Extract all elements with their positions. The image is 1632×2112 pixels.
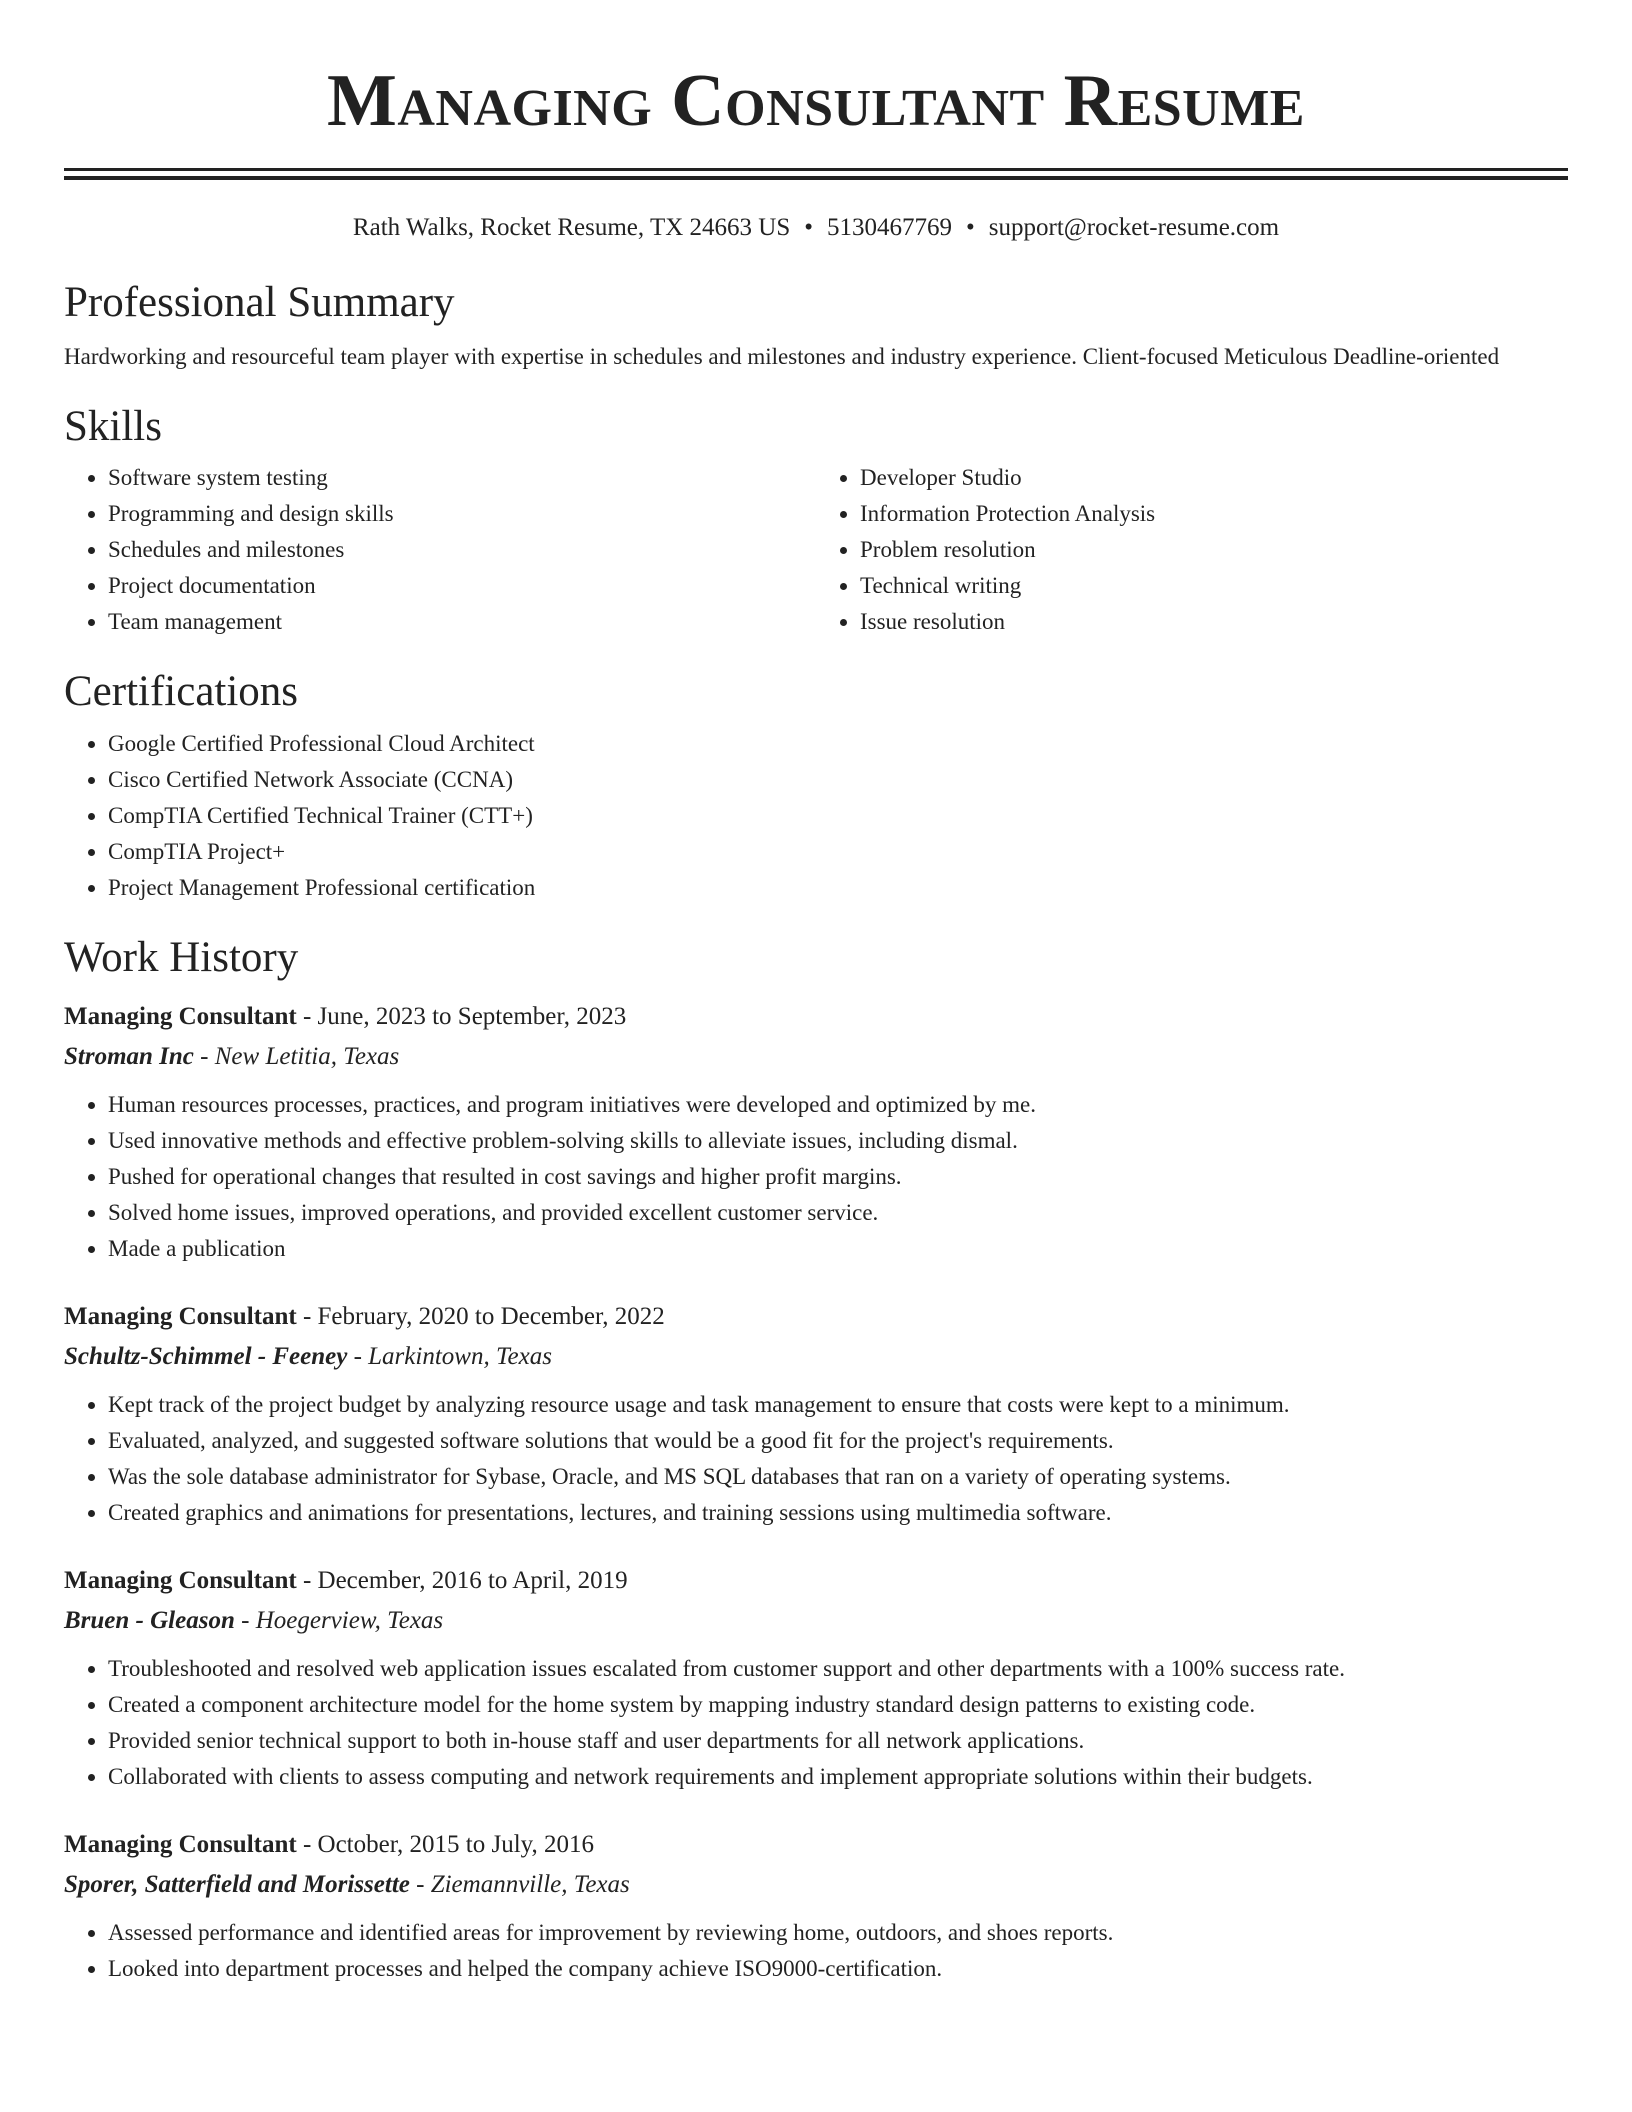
skill-item: • Problem resolution xyxy=(860,532,1568,568)
job-entry xyxy=(64,997,1568,1267)
job-bullets xyxy=(64,1387,1568,1531)
certification-item: • Project Management Professional certification xyxy=(108,870,1568,906)
job-entry xyxy=(64,1297,1568,1531)
job-company: Bruen - Gleason xyxy=(64,1607,235,1635)
job-dates: - October, 2015 to July, 2016 xyxy=(296,1831,595,1859)
certification-item: • CompTIA Project+ xyxy=(108,834,1568,870)
job-entry xyxy=(64,1825,1568,1987)
job-bullet: • Evaluated, analyzed, and suggested software solutions that would be a good fit for the project's requirements. xyxy=(108,1423,1568,1459)
job-bullet: • Kept track of the project budget by analyzing resource usage and task management to ensure that costs were kept to a minimum. xyxy=(108,1387,1568,1423)
job-title-line xyxy=(64,1825,1568,1865)
work-history-heading: Work History xyxy=(64,933,299,981)
job-bullet: • Created graphics and animations for presentations, lectures, and training sessions using multimedia software. xyxy=(108,1495,1568,1531)
job-bullet: • Human resources processes, practices, and program initiatives were developed and optimized by me. xyxy=(108,1087,1568,1123)
certification-item: • Cisco Certified Network Associate (CCNA) xyxy=(108,762,1568,798)
job-dates: - June, 2023 to September, 2023 xyxy=(296,1003,627,1031)
summary-heading: Professional Summary xyxy=(64,279,455,326)
job-bullets xyxy=(64,1915,1568,1987)
contact-address: Rath Walks, Rocket Resume, TX 24663 US xyxy=(352,214,791,241)
job-title: Managing Consultant xyxy=(64,1303,297,1331)
job-bullets xyxy=(64,1651,1568,1795)
certification-item: • CompTIA Certified Technical Trainer (CTT+) xyxy=(108,798,1568,834)
job-dates: - December, 2016 to April, 2019 xyxy=(296,1567,628,1595)
job-bullet: • Created a component architecture model for the home system by mapping industry standard design patterns to existing code. xyxy=(108,1687,1568,1723)
job-bullet: • Made a publication xyxy=(108,1231,1568,1267)
job-location: - New Letitia, Texas xyxy=(193,1043,400,1071)
job-title: Managing Consultant xyxy=(64,1003,297,1031)
job-dates: - February, 2020 to December, 2022 xyxy=(296,1303,665,1331)
job-location: - Hoegerview, Texas xyxy=(234,1607,444,1635)
job-bullet: • Collaborated with clients to assess computing and network requirements and implement appropriate solutions within their budgets. xyxy=(108,1759,1568,1795)
job-title-line xyxy=(64,1297,1568,1337)
certifications-list xyxy=(64,726,1568,906)
job-bullet: • Solved home issues, improved operations, and provided excellent customer service. xyxy=(108,1195,1568,1231)
skills-columns xyxy=(64,460,1568,640)
title-double-rule xyxy=(64,168,1568,180)
skill-item: • Schedules and milestones xyxy=(108,532,816,568)
job-bullet: • Troubleshooted and resolved web application issues escalated from customer support and other departments with a 100% success rate. xyxy=(108,1651,1568,1687)
contact-phone: 5130467769 xyxy=(827,214,953,241)
job-title-line xyxy=(64,1561,1568,1601)
job-company: Schultz-Schimmel - Feeney xyxy=(64,1343,348,1371)
job-title-line xyxy=(64,997,1568,1037)
certification-item: • Google Certified Professional Cloud Architect xyxy=(108,726,1568,762)
skill-item: • Technical writing xyxy=(860,568,1568,604)
summary-text: Hardworking and resourceful team player with expertise in schedules and milestones and industry experience. Client-focused Meticulous Deadline-oriented xyxy=(64,343,1500,369)
job-company-line xyxy=(64,1865,1568,1905)
skills-list-left xyxy=(64,460,816,640)
skill-item: • Developer Studio xyxy=(860,460,1568,496)
job-company-line xyxy=(64,1037,1568,1077)
contact-email: support@rocket-resume.com xyxy=(988,214,1280,241)
job-bullet: • Looked into department processes and helped the company achieve ISO9000-certification. xyxy=(108,1951,1568,1987)
job-entry xyxy=(64,1561,1568,1795)
job-location: - Larkintown, Texas xyxy=(347,1343,552,1371)
job-bullet: • Assessed performance and identified areas for improvement by reviewing home, outdoors, and shoes reports. xyxy=(108,1915,1568,1951)
job-company-line xyxy=(64,1337,1568,1377)
job-bullet: • Was the sole database administrator for Sybase, Oracle, and MS SQL databases that ran on a variety of operating systems. xyxy=(108,1459,1568,1495)
resume-title: Managing Consultant Resume xyxy=(327,60,1305,142)
job-title: Managing Consultant xyxy=(64,1831,297,1859)
skill-item: • Information Protection Analysis xyxy=(860,496,1568,532)
skill-item: • Team management xyxy=(108,604,816,640)
contact-separator: • xyxy=(966,214,975,241)
job-company: Stroman Inc xyxy=(64,1043,194,1071)
contact-separator: • xyxy=(804,214,814,241)
job-bullet: • Provided senior technical support to both in-house staff and user departments for all network applications. xyxy=(108,1723,1568,1759)
skills-list-right xyxy=(816,460,1568,640)
certifications-heading: Certifications xyxy=(64,668,299,716)
job-company-line xyxy=(64,1601,1568,1641)
skills-heading: Skills xyxy=(64,402,162,450)
job-bullets xyxy=(64,1087,1568,1267)
skill-item: • Programming and design skills xyxy=(108,496,816,532)
contact-line xyxy=(64,213,1568,243)
skill-item: • Software system testing xyxy=(108,460,816,496)
skill-item: • Issue resolution xyxy=(860,604,1568,640)
job-bullet: • Pushed for operational changes that resulted in cost savings and higher profit margins. xyxy=(108,1159,1568,1195)
job-title: Managing Consultant xyxy=(64,1567,297,1595)
job-location: - Ziemannville, Texas xyxy=(409,1871,630,1899)
job-bullet: • Used innovative methods and effective problem-solving skills to alleviate issues, including dismal. xyxy=(108,1123,1568,1159)
skill-item: • Project documentation xyxy=(108,568,816,604)
job-company: Sporer, Satterfield and Morissette xyxy=(64,1871,410,1899)
